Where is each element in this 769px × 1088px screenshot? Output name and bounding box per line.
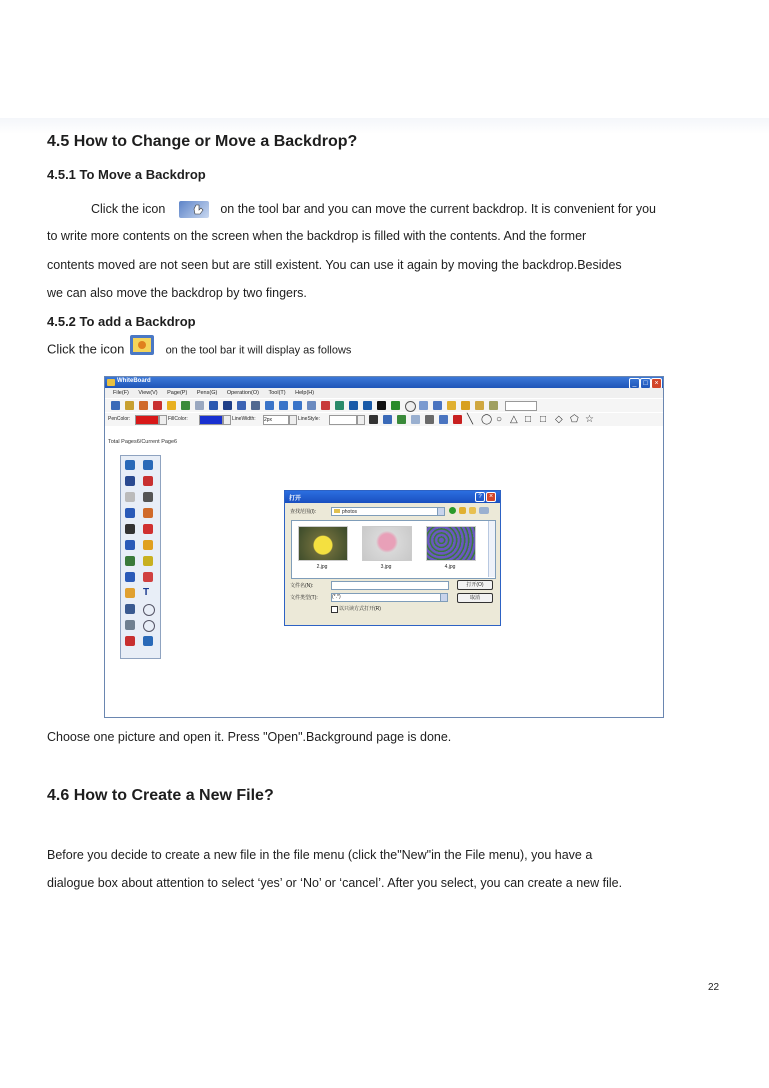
text-fragment: Click the icon [91, 201, 166, 216]
cut-icon[interactable] [425, 415, 434, 424]
diamond-tool-icon[interactable]: ◇ [555, 414, 563, 425]
paragraph-line: dialogue box about attention to select ‘yes’ or ‘No’ or ‘cancel’. After you select, you can create a new file. [47, 876, 623, 890]
text-fragment: Click the icon [47, 341, 125, 357]
insert-page-icon[interactable] [293, 401, 302, 410]
new-page-icon[interactable] [143, 572, 153, 582]
copy-icon[interactable] [411, 415, 420, 424]
help-icon[interactable]: ? [475, 492, 485, 502]
red-pen-icon[interactable] [143, 476, 153, 486]
filetype-dropdown[interactable] [440, 593, 448, 602]
zoom-in-icon[interactable] [143, 604, 155, 616]
add-backdrop-icon [130, 335, 154, 355]
close-icon[interactable]: × [651, 378, 662, 389]
layers-icon[interactable] [251, 401, 260, 410]
rectangle-tool-icon[interactable]: □ [525, 414, 532, 425]
chart-icon[interactable] [419, 401, 428, 410]
folder-icon [334, 509, 340, 513]
text-fragment: on the tool bar and you can move the current backdrop. It is convenient for you [220, 201, 656, 216]
paste-icon[interactable] [439, 415, 448, 424]
prev-page-icon[interactable] [265, 401, 274, 410]
minimize-icon[interactable]: _ [629, 378, 640, 389]
section-4-5-title: 4.5 How to Change or Move a Backdrop? [47, 133, 358, 150]
back-icon[interactable] [449, 507, 456, 514]
triangle-ruler-icon[interactable] [461, 401, 470, 410]
fill-color-swatch[interactable] [199, 415, 223, 425]
fill-color-label: FillColor: [168, 416, 188, 422]
edit-page-icon[interactable] [125, 572, 135, 582]
open-button[interactable]: 打开(O) [457, 580, 493, 590]
menu-view[interactable]: View(V) [138, 390, 158, 396]
menu-tool[interactable]: Tool(T) [268, 390, 286, 396]
move-backdrop-tool-icon[interactable] [433, 401, 442, 410]
paragraph-line: Choose one picture and open it. Press "Open".Background page is done. [47, 730, 452, 744]
green-board-icon[interactable] [125, 556, 135, 566]
header-fade [0, 118, 769, 134]
screen-capture-icon[interactable] [125, 636, 135, 646]
paragraph-line: contents moved are not seen but are still existent. You can use it again by moving the backdrop.Besides [47, 258, 622, 272]
menu-bar [105, 388, 663, 398]
vertical-scrollbar[interactable] [488, 521, 495, 577]
look-in-select[interactable] [331, 507, 438, 516]
line-width-dropdown[interactable] [289, 415, 297, 425]
new-folder-icon[interactable] [469, 507, 476, 514]
whiteboard-screenshot [104, 376, 664, 718]
menu-pens[interactable]: Pens(G) [196, 390, 218, 396]
pencil-icon[interactable] [125, 401, 134, 410]
app-icon [107, 379, 115, 386]
readonly-checkbox[interactable] [331, 606, 338, 613]
highlighter-icon[interactable] [181, 401, 190, 410]
page-info: Total Pages6/Current Page6 [108, 439, 178, 445]
filename-label: 文件名(N): [290, 583, 314, 589]
move-backdrop-icon [179, 201, 209, 218]
laser-icon[interactable] [321, 401, 330, 410]
toolbar-empty-field[interactable] [505, 401, 537, 411]
pen-icon[interactable] [111, 401, 120, 410]
crayon-icon[interactable] [143, 540, 153, 550]
line-width-label: LineWidth: [232, 416, 256, 422]
ellipse-tool-icon[interactable]: ◯ [481, 414, 493, 425]
thumbnail-pink-flower[interactable] [362, 526, 412, 561]
look-in-value: photos [342, 509, 358, 515]
undo-icon[interactable] [397, 415, 406, 424]
spotlight-icon[interactable] [125, 620, 135, 630]
menu-help[interactable]: Help(H) [295, 390, 315, 396]
line-width-select[interactable]: 2px [263, 415, 289, 425]
thumbnail-label: 2.jpg [316, 564, 328, 570]
circle-tool-icon[interactable]: ○ [496, 414, 503, 425]
maximize-icon[interactable]: □ [640, 378, 651, 389]
refresh-icon[interactable] [143, 636, 153, 646]
brush-panel-icon[interactable] [143, 524, 153, 534]
toolbar-row-2 [105, 413, 663, 426]
pen-color-label: PenColor: [108, 416, 131, 422]
paragraph-line: we can also move the backdrop by two fingers. [47, 286, 307, 300]
clock-icon[interactable] [405, 401, 416, 412]
monitor-icon[interactable] [349, 401, 358, 410]
line-style-dropdown[interactable] [357, 415, 365, 425]
text-fragment: on the tool bar it will display as follows [165, 344, 352, 357]
ruler-icon[interactable] [447, 401, 456, 410]
section-4-5-1-title: 4.5.1 To Move a Backdrop [47, 167, 206, 182]
menu-file[interactable]: File(F) [113, 390, 129, 396]
dialog-close-icon[interactable]: × [486, 492, 496, 502]
display-icon[interactable] [363, 401, 372, 410]
look-in-dropdown[interactable] [437, 507, 445, 516]
capture-icon[interactable] [383, 415, 392, 424]
filename-input[interactable] [331, 581, 449, 590]
highlight-pen-icon[interactable] [143, 556, 153, 566]
protractor-icon[interactable] [475, 401, 484, 410]
fill-icon[interactable] [335, 401, 344, 410]
redo-arrow-icon[interactable] [143, 460, 153, 470]
readonly-label: 以只读方式打开(R) [339, 606, 381, 612]
zoom-out-icon[interactable] [143, 620, 155, 632]
paragraph-line: to write more contents on the screen when the backdrop is filled with the contents. And the former [47, 229, 587, 243]
open-file-dialog [284, 490, 501, 626]
filetype-label: 文件类型(T): [290, 595, 318, 601]
look-in-label: 查找范围(I): [290, 509, 317, 515]
view-menu-icon[interactable] [479, 507, 489, 514]
page-number: 22 [708, 982, 720, 993]
triangle-tool-icon[interactable]: △ [510, 414, 518, 425]
thumbnail-label: 4.jpg [444, 564, 456, 570]
dialog-titlebar [285, 491, 500, 503]
next-page-icon[interactable] [279, 401, 288, 410]
eraser-block-icon[interactable] [125, 492, 135, 502]
square-tool-icon[interactable]: □ [540, 414, 547, 425]
thumbnail-purple-flowers[interactable] [426, 526, 476, 561]
palette-panel-icon[interactable] [143, 508, 153, 518]
text-tool-icon[interactable]: T [143, 587, 150, 598]
pen-color-dropdown[interactable] [159, 415, 167, 425]
pointer-icon[interactable] [125, 476, 135, 486]
line-style-label: LineStyle: [298, 416, 320, 422]
eraser-icon[interactable] [195, 401, 204, 410]
section-4-5-2-title: 4.5.2 To add a Backdrop [47, 314, 196, 329]
screen-icon[interactable] [223, 401, 232, 410]
toolbar-row-1 [105, 399, 663, 412]
board-icon[interactable] [125, 508, 135, 518]
menu-operation[interactable]: Operation(O) [226, 390, 259, 396]
window-title: WhiteBoard [117, 378, 151, 384]
thumbnail-label: 3.jpg [380, 564, 392, 570]
star-tool-icon[interactable]: ☆ [585, 414, 594, 425]
pen-color-swatch[interactable] [135, 415, 159, 425]
line-style-select[interactable] [329, 415, 357, 425]
add-backdrop-panel-icon[interactable] [125, 588, 135, 598]
menu-page[interactable]: Page(P) [167, 390, 188, 396]
dialog-title: 打开 [289, 496, 302, 502]
up-folder-icon[interactable] [459, 507, 466, 514]
filetype-select[interactable]: (*.*) [331, 593, 441, 602]
bin-icon[interactable] [369, 415, 378, 424]
undo-arrow-icon[interactable] [125, 460, 135, 470]
cancel-button[interactable]: 取消 [457, 593, 493, 603]
paragraph-line [47, 340, 351, 360]
back-arrow-icon[interactable] [391, 401, 400, 410]
side-tool-panel [120, 455, 161, 659]
delete-icon[interactable] [453, 415, 462, 424]
select-icon[interactable] [307, 401, 316, 410]
image-icon[interactable] [237, 401, 246, 410]
fill-color-dropdown[interactable] [223, 415, 231, 425]
black-screen-icon[interactable] [377, 401, 386, 410]
thumbnail-yellow-flower[interactable] [298, 526, 348, 561]
brush-icon[interactable] [153, 401, 162, 410]
paragraph-line: Before you decide to create a new file in the file menu (click the"New"in the File menu), you have a [47, 848, 593, 862]
palette-icon[interactable] [139, 401, 148, 410]
paragraph-line [91, 201, 656, 218]
window-titlebar [105, 377, 663, 388]
file-thumbnail-list [291, 520, 496, 579]
pentagon-tool-icon[interactable]: ⬠ [570, 414, 579, 425]
compass-icon[interactable] [489, 401, 498, 410]
line-tool-icon[interactable]: ╲ [467, 414, 474, 425]
section-4-6-title: 4.6 How to Create a New File? [47, 787, 274, 804]
black-board-icon[interactable] [125, 524, 135, 534]
marker-icon[interactable] [167, 401, 176, 410]
frame-icon[interactable] [125, 540, 135, 550]
page-icon[interactable] [209, 401, 218, 410]
thin-pen-icon[interactable] [143, 492, 153, 502]
move-board-icon[interactable] [125, 604, 135, 614]
